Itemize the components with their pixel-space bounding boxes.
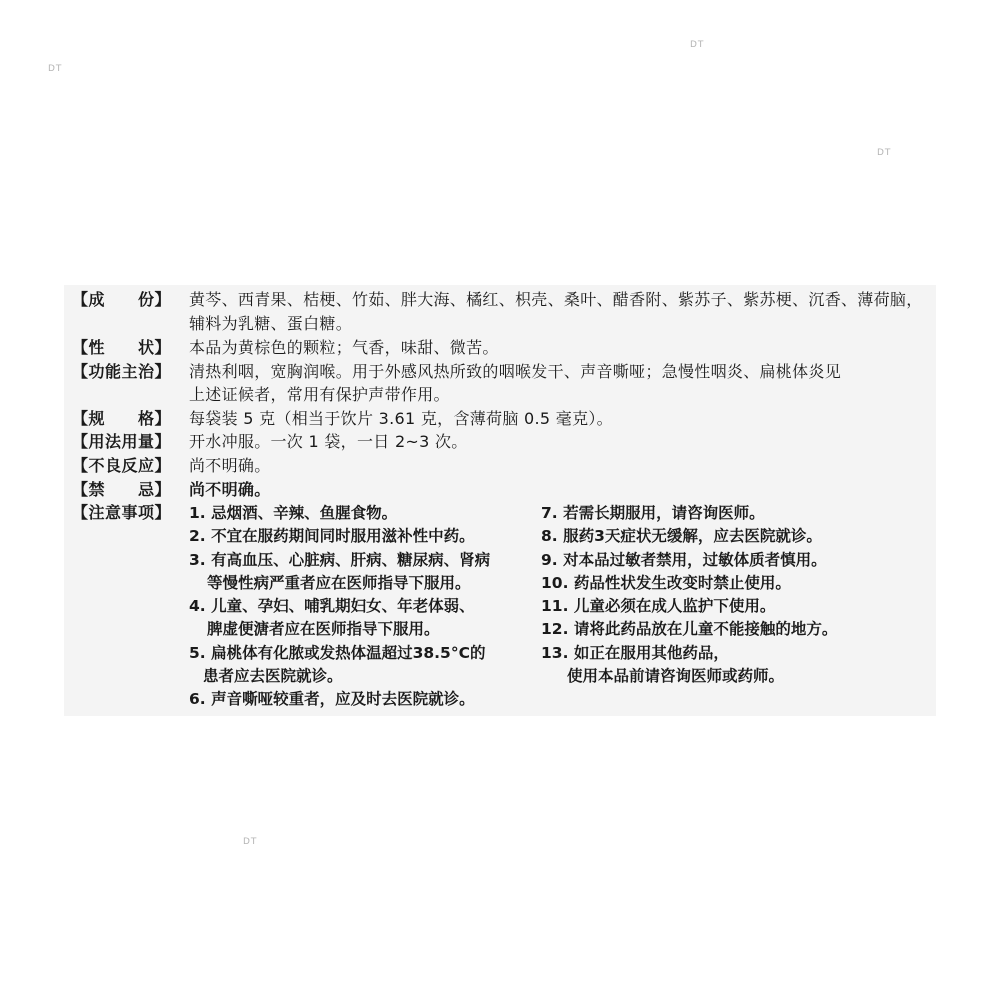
dosage-label: 【用法用量】	[72, 432, 172, 451]
adverse-reactions-label: 【不良反应】	[72, 456, 172, 475]
appearance-text: 本品为黄棕色的颗粒；气香，味甜、微苦。	[189, 338, 499, 357]
precautions-label: 【注意事项】	[72, 503, 172, 522]
precaution-item-continuation: 患者应去医院就诊。	[203, 667, 343, 686]
precaution-item: 13. 如正在服用其他药品，	[541, 643, 729, 662]
contraindications-label: 【禁 忌】	[72, 480, 172, 499]
precaution-item-continuation: 脾虚便溏者应在医师指导下服用。	[207, 620, 440, 639]
precautions-right-column	[541, 503, 837, 689]
precaution-item: 9. 对本品过敏者禁用，过敏体质者慎用。	[541, 550, 827, 569]
specification-label: 【规 格】	[72, 409, 172, 428]
watermark-text: DT	[48, 64, 63, 74]
precaution-item: 4. 儿童、孕妇、哺乳期妇女、年老体弱、	[189, 597, 475, 616]
ingredients-label: 【成 份】	[72, 290, 172, 309]
precaution-item: 12. 请将此药品放在儿童不能接触的地方。	[541, 620, 838, 639]
precaution-item: 5. 扁桃体有化脓或发热体温超过38.5°C的	[189, 643, 486, 662]
dosage-text: 开水冲服。一次 1 袋，一日 2~3 次。	[189, 432, 468, 451]
watermark-text: DT	[243, 837, 258, 847]
appearance-label: 【性 状】	[72, 338, 172, 357]
precaution-item: 1. 忌烟酒、辛辣、鱼腥食物。	[189, 504, 398, 522]
precaution-item-continuation: 使用本品前请咨询医师或药师。	[567, 667, 785, 686]
precautions-left-column	[189, 503, 490, 713]
precaution-item: 10. 药品性状发生改变时禁止使用。	[541, 573, 791, 592]
contraindications-text: 尚不明确。	[189, 480, 271, 499]
precaution-item-continuation: 等慢性病严重者应在医师指导下服用。	[207, 573, 471, 592]
specification-text: 每袋装 5 克（相当于饮片 3.61 克，含薄荷脑 0.5 毫克）。	[189, 409, 613, 428]
watermark-text: DT	[690, 40, 705, 50]
indications-text-line1: 清热利咽，宽胸润喉。用于外感风热所致的咽喉发干、声音嘶哑；急慢性咽炎、扁桃体炎见	[189, 362, 842, 381]
watermark-text: DT	[877, 148, 892, 158]
precaution-item: 6. 声音嘶哑较重者，应及时去医院就诊。	[189, 690, 475, 709]
precaution-item: 3. 有高血压、心脏病、肝病、糖尿病、肾病	[189, 550, 491, 569]
precaution-item: 11. 儿童必须在成人监护下使用。	[541, 597, 776, 616]
indications-label: 【功能主治】	[72, 362, 172, 381]
adverse-reactions-text: 尚不明确。	[189, 456, 271, 475]
indications-text-line2: 上述证候者，常用有保护声带作用。	[189, 385, 450, 404]
ingredients-text-line1: 黄芩、西青果、桔梗、竹茹、胖大海、橘红、枳壳、桑叶、醋香附、紫苏子、紫苏梗、沉香、薄荷脑，	[189, 290, 923, 309]
precaution-item: 8. 服药3天症状无缓解，应去医院就诊。	[541, 527, 822, 546]
ingredients-text-line2: 辅料为乳糖、蛋白糖。	[189, 314, 353, 333]
precaution-item: 7. 若需长期服用，请咨询医师。	[541, 504, 765, 522]
precaution-item: 2. 不宜在服药期间同时服用滋补性中药。	[189, 527, 475, 546]
